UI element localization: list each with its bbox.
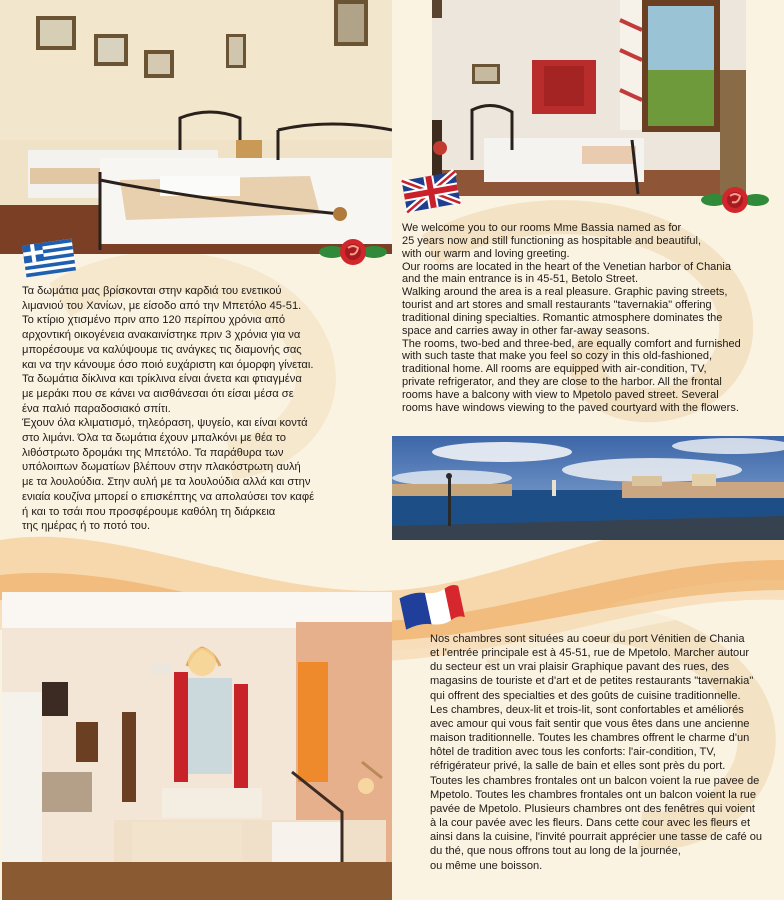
british-flag-icon bbox=[398, 168, 464, 216]
bedroom-photo-top-right bbox=[432, 0, 746, 196]
bedroom-photo-top-left bbox=[0, 0, 392, 254]
greek-flag-icon bbox=[18, 236, 80, 280]
french-flag-icon bbox=[394, 582, 468, 632]
greek-description bbox=[22, 284, 372, 534]
bedroom-photo-bottom-left bbox=[2, 592, 392, 900]
greek-paragraph: Τα δωμάτια μας βρίσκονται στην καρδιά του ενετικού λιμανιού του Χανίων, με είσοδο από την Μπετόλο 45-51. Το κτίριο χτισμένο πριν απο 120 περίπου χρόνια από αρχοντική οικογένεια ανακαινίστηκε πριν 3 χρόνια για να μπορέσουμε να καλύψουμε τις ανάγκες τις διαμονής σας και να την κάνουμε όσο ποιό ευχάριστη και όμορφη γίνεται. Τα δωμάτια δίκλινα και τρίκλινα είναι άνετα και φτιαγμένα με μεράκι που σε κάνει να αισθάνεσαι ότι είσαι μέσα σε ένα παλιό παραδοσιακό σπίτι. Έχουν όλα κλιματισμό, τηλεόραση, ψυγείο, και είναι κοντά στο λιμάνι. Όλα τα δωμάτια έχουν μπαλκόνι με θέα το λιθόστρωτο δρομάκι της Μπετόλο. Τα παράθυρα των υπόλοιπων δωματίων βλέπουν στην πλακόστρωτη αυλή με τα λουλούδια. Στην αυλή με τα λουλούδια αλλά και στην ενιαία κουζίνα μπορεί ο επισκέπτης να απολαύσει τον καφέ ή και το τσάι που προσφέρουμε καθόλη τη διάρκεια της ημέρας ή το ποτό του. bbox=[22, 285, 315, 533]
english-paragraph: We welcome you to our rooms Mme Bassia named as for 25 years now and still functioning as hospitable and beautiful, with our warm and loving greeting. Our rooms are located in the heart of the Venetian harbor of Chania and the main entrance is in 45-51, Betolo Street. Walking around the area is a real pleasure. Graphic paving streets, tourist and art stores and small restaurants "tavernakia" offering traditional dining specialties. Romantic atmosphere dominates the space and carries away in other far-away seasons. The rooms, two-bed and three-bed, are equally comfort and furnished with such taste that make you feel so cozy in this old-fashioned, traditional home. All rooms are equipped with air-condition, TV, private refrigerator, and they are close to the harbor. All the frontal rooms have a balcony with view to Mpetolo paved street. Several rooms have windows viewing to the paved courtyard with the flowers. bbox=[402, 222, 741, 414]
french-paragraph: Nos chambres sont situées au coeur du port Vénitien de Chania et l'entrée principale est à 45-51, rue de Mpetolo. Marcher autour du secteur est un vrai plaisir Graphique pavant des rues, des magasins de touriste et d'art et de petites restaurants "tavernakia" qui offrent des specialties et des goûts de cuisine traditionnelle. Les chambres, deux-lit et trois-lit, sont confortables et améliorés avec amour qui vous fait sentir que vous êtes dans une ancienne maison traditionnelle. Toutes les chambres offrent le charme d'un hôtel de tradition avec tous les conforts: l'air-condition, TV, réfrigérateur privé, la salle de bain et elles sont près du port. Toutes les chambres frontales ont un balcon voient la rue pavee de Mpetolo. Toutes les chambres frontales ont un balcon voient la rue pavée de Mpetolo. Plusieurs chambres ont des fenêtres qui voient à la cour pavée avec les fleurs. Dans cette cour avec les fleurs et ainsi dans la cuisine, l'invité pourrait apprécier une tasse de café ou du thé, que nous offrons tout au long de la journée, ou même une boisson. bbox=[430, 633, 763, 872]
french-description bbox=[430, 632, 775, 873]
harbor-panorama-photo bbox=[392, 436, 784, 540]
english-description bbox=[402, 222, 774, 415]
rose-ornament-icon bbox=[700, 182, 770, 218]
rose-ornament-icon bbox=[318, 234, 388, 270]
